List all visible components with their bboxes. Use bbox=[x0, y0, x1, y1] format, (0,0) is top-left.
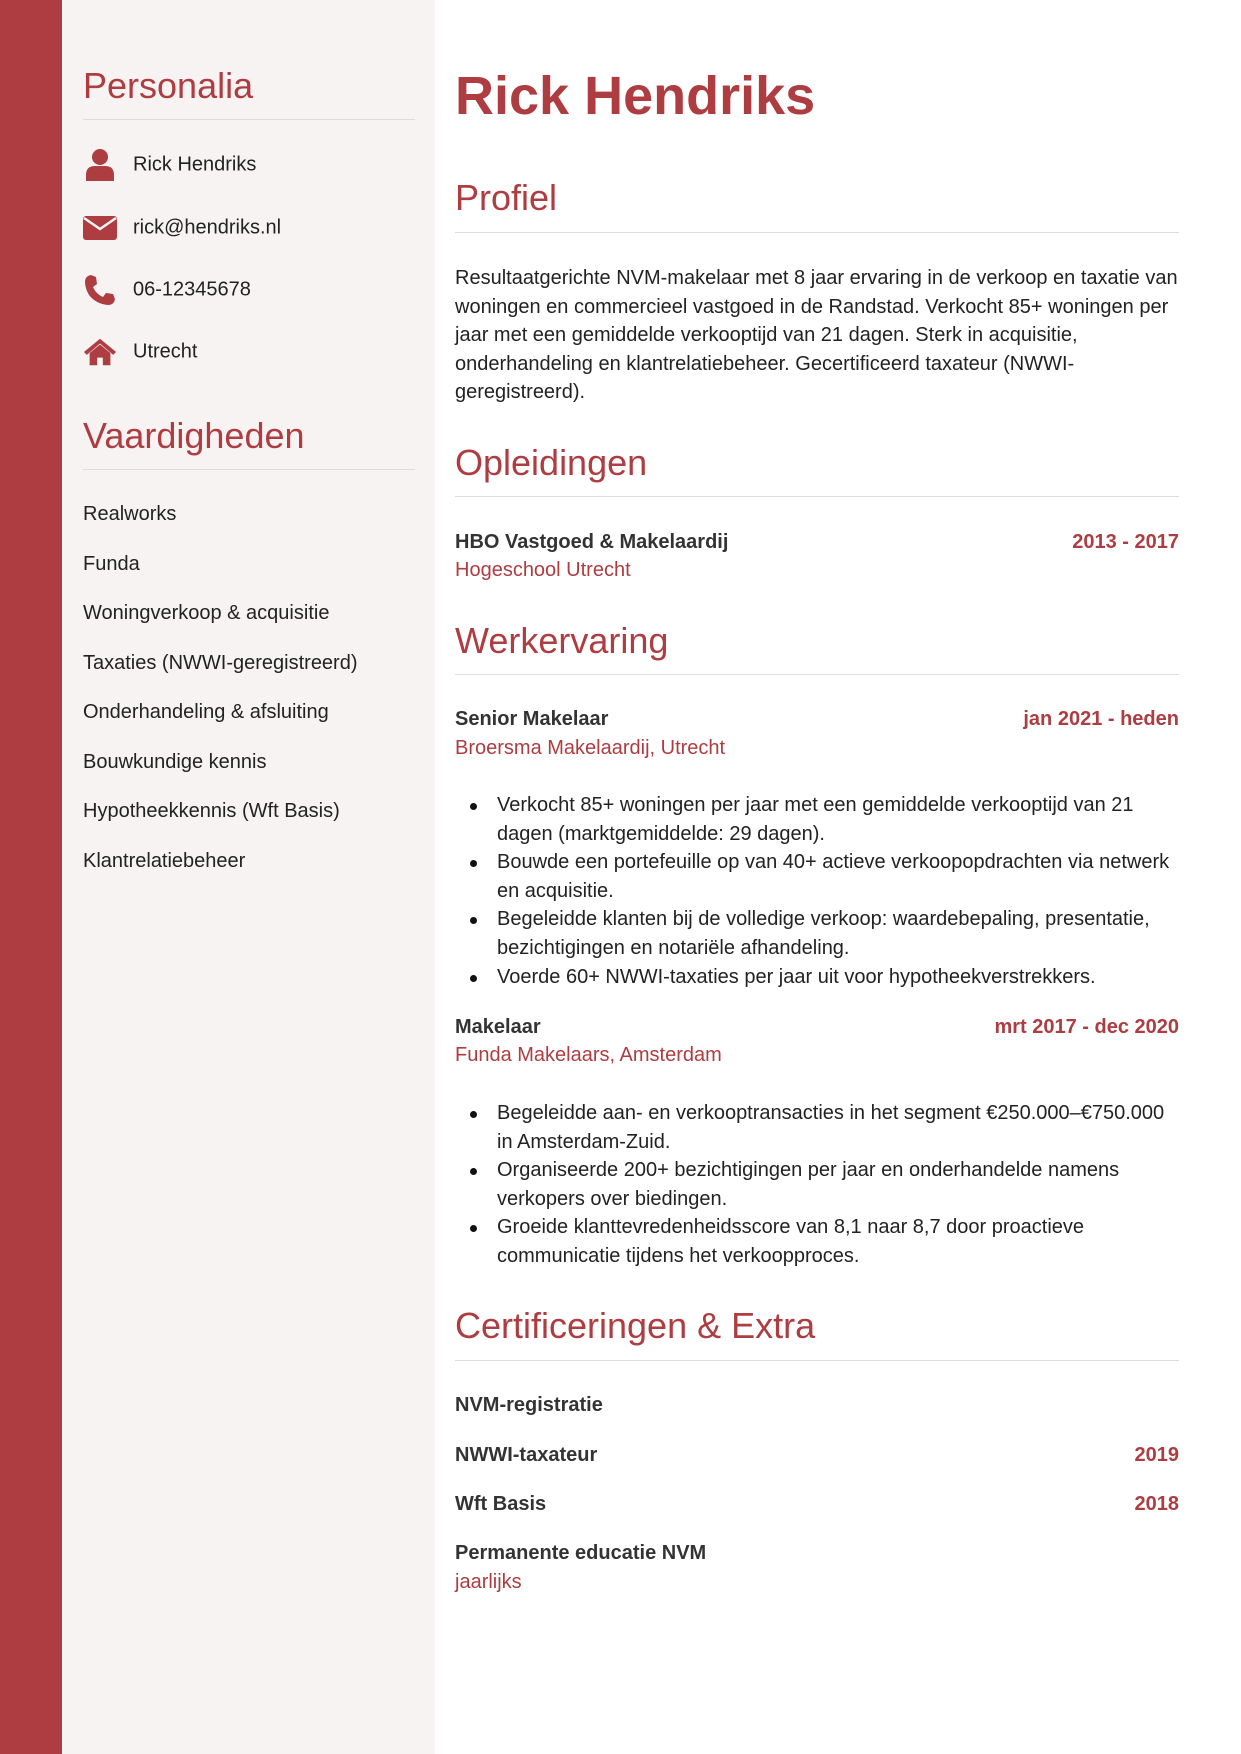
list-item: Verkocht 85+ woningen per jaar met een gemiddelde verkooptijd van 21 dagen (marktgemiddelde: 29 dagen). bbox=[497, 791, 1179, 848]
cert-date: 2019 bbox=[1134, 1444, 1179, 1466]
certs-heading: Certificeringen & Extra bbox=[455, 1305, 816, 1346]
skill-item: Bouwkundige kennis bbox=[83, 751, 267, 773]
contact-phone-text[interactable]: 06-12345678 bbox=[133, 278, 251, 301]
cert-title: NWWI-taxateur bbox=[455, 1444, 598, 1466]
user-icon bbox=[83, 148, 117, 182]
contact-phone bbox=[83, 275, 251, 305]
skills-heading: Vaardigheden bbox=[83, 415, 305, 456]
candidate-name: Rick Hendriks bbox=[455, 66, 816, 126]
skills-divider bbox=[83, 469, 415, 470]
contact-email bbox=[83, 213, 282, 243]
job-date: mrt 2017 - dec 2020 bbox=[994, 1016, 1179, 1038]
skill-item: Taxaties (NWWI-geregistreerd) bbox=[83, 652, 358, 674]
job-company: Broersma Makelaardij, Utrecht bbox=[455, 737, 726, 759]
experience-heading: Werkervaring bbox=[455, 620, 669, 661]
cert-title: Permanente educatie NVM bbox=[455, 1542, 707, 1564]
profile-divider bbox=[455, 232, 1179, 233]
personalia-divider bbox=[83, 119, 415, 120]
list-item: Bouwde een portefeuille op van 40+ actieve verkoopopdrachten via netwerk en acquisitie. bbox=[497, 848, 1179, 905]
job-company: Funda Makelaars, Amsterdam bbox=[455, 1044, 722, 1066]
skill-item: Woningverkoop & acquisitie bbox=[83, 602, 330, 624]
education-title: HBO Vastgoed & Makelaardij bbox=[455, 531, 729, 553]
skill-item: Klantrelatiebeheer bbox=[83, 850, 246, 872]
contact-name bbox=[83, 150, 257, 180]
list-item: Groeide klanttevredenheidsscore van 8,1 naar 8,7 door proactieve communicatie tijdens het verkoopproces. bbox=[497, 1213, 1179, 1270]
job-title: Makelaar bbox=[455, 1016, 541, 1038]
job-title: Senior Makelaar bbox=[455, 708, 609, 730]
education-school: Hogeschool Utrecht bbox=[455, 559, 631, 581]
cert-title: Wft Basis bbox=[455, 1493, 547, 1515]
skill-item: Funda bbox=[83, 553, 140, 575]
skill-item: Realworks bbox=[83, 503, 177, 525]
skill-item: Hypotheekkennis (Wft Basis) bbox=[83, 800, 340, 822]
list-item: Voerde 60+ NWWI-taxaties per jaar uit voor hypotheekverstrekkers. bbox=[497, 963, 1179, 992]
job-date: jan 2021 - heden bbox=[1023, 708, 1179, 730]
accent-bar bbox=[0, 0, 62, 1754]
certs-divider bbox=[455, 1360, 1179, 1361]
contact-location bbox=[83, 337, 198, 367]
skill-item: Onderhandeling & afsluiting bbox=[83, 701, 329, 723]
education-heading: Opleidingen bbox=[455, 442, 648, 483]
experience-divider bbox=[455, 674, 1179, 675]
list-item: Begeleidde klanten bij de volledige verkoop: waardebepaling, presentatie, bezichtigingen en notariële afhandeling. bbox=[497, 905, 1179, 962]
education-date: 2013 - 2017 bbox=[1072, 531, 1179, 553]
list-item: Begeleidde aan- en verkooptransacties in het segment €250.000–€750.000 in Amsterdam-Zuid. bbox=[497, 1099, 1179, 1156]
cert-date: 2018 bbox=[1134, 1493, 1179, 1515]
job-bullets bbox=[455, 791, 1179, 991]
contact-email-text[interactable]: rick@hendriks.nl bbox=[133, 216, 282, 239]
profile-text: Resultaatgerichte NVM-makelaar met 8 jaar ervaring in de verkoop en taxatie van woningen en commercieel vastgoed in de Randstad. Verkocht 85+ woningen per jaar met een gemiddelde verkooptijd van 21 dagen. Sterk in acquisitie, onderhandeling en klantrelatiebeheer. Gecertificeerd taxateur (NWWI-geregistreerd). bbox=[455, 267, 1178, 404]
education-divider bbox=[455, 496, 1179, 497]
contact-name-text: Rick Hendriks bbox=[133, 153, 257, 176]
envelope-icon bbox=[83, 211, 117, 245]
sidebar bbox=[62, 0, 435, 1754]
personalia-heading: Personalia bbox=[83, 65, 254, 106]
profile-heading: Profiel bbox=[455, 177, 558, 218]
list-item: Organiseerde 200+ bezichtigingen per jaar en onderhandelde namens verkopers over biedingen. bbox=[497, 1156, 1179, 1213]
home-icon bbox=[83, 335, 117, 369]
cert-sub: jaarlijks bbox=[455, 1571, 522, 1593]
phone-icon bbox=[83, 273, 117, 307]
contact-location-text: Utrecht bbox=[133, 340, 198, 363]
cert-title: NVM-registratie bbox=[455, 1394, 603, 1416]
job-bullets bbox=[455, 1099, 1179, 1271]
